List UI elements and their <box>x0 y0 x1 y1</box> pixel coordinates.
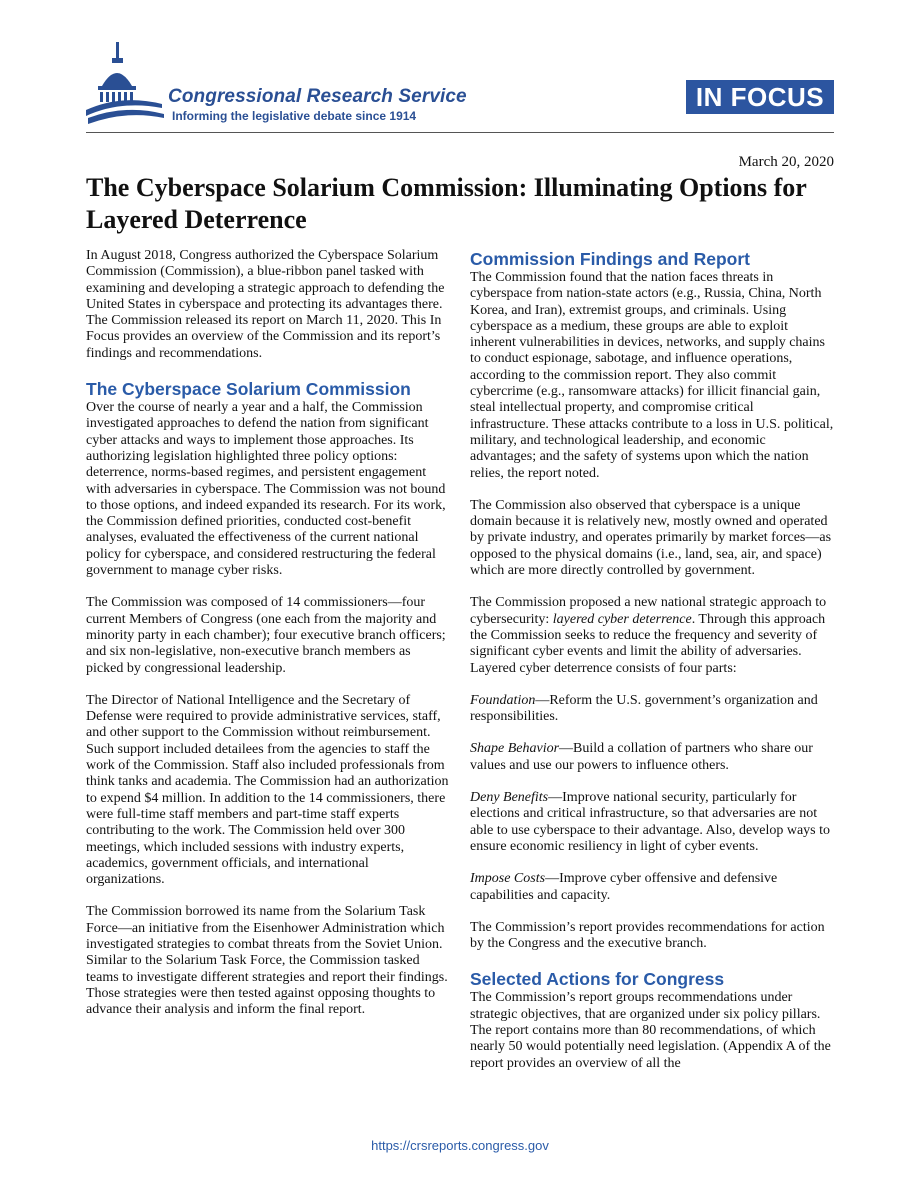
text-run: . Through this approach the Commission seeks to reduce the frequency and severity of significant cyber events and limit the ability of adversaries. Layered cyber deterrence consists of four parts: <box>470 611 826 676</box>
part-term: Foundation <box>470 692 536 708</box>
body-paragraph <box>470 595 834 676</box>
body-paragraph: Over the course of nearly a year and a half, the Commission investigated approaches to defend the nation from significant cyber attacks and ways to implement those approaches. Its authorizing legislation highlighted three policy options: deterrence, norms-based regimes, and persistent engagement with adversaries in cyberspace. The Commission was not bound to those options, and indeed expanded its research. For its work, the Commission defined priorities, conducted cost-benefit analyses, evaluated the effectiveness of the current national policy for cyberspace, and considered restructuring the federal government to manage cyber risks. <box>86 400 446 579</box>
part-text: —Reform the U.S. government’s organization and responsibilities. <box>470 692 818 725</box>
part-text: —Improve cyber offensive and defensive capabilities and capacity. <box>470 871 778 903</box>
org-name: Congressional Research Service <box>168 86 467 107</box>
left-column <box>86 248 450 1018</box>
body-paragraph: The Commission was composed of 14 commissioners—four current Members of Congress (one each from the majority and minority party in each chamber); four executive branch officers; and six non-legislative, non-executive branch members as picked by congressional leadership. <box>86 595 446 676</box>
emphasis-term: layered cyber deterrence <box>552 611 692 627</box>
deterrence-part <box>470 693 834 726</box>
deterrence-part <box>470 741 834 774</box>
report-date: March 20, 2020 <box>738 154 834 170</box>
right-column <box>470 248 834 1072</box>
section-heading-commission: The Cyberspace Solarium Commission <box>86 379 411 400</box>
section-heading-actions: Selected Actions for Congress <box>470 969 725 990</box>
report-title: The Cyberspace Solarium Commission: Illuminating Options for Layered Deterrence <box>86 173 807 234</box>
report-header <box>86 38 834 134</box>
part-term: Deny Benefits <box>470 790 549 806</box>
footer-url[interactable]: https://crsreports.congress.gov <box>371 1138 549 1153</box>
body-paragraph: The Commission found that the nation faces threats in cyberspace from nation-state actors (e.g., Russia, China, North Korea, and Iran), extremist groups, and criminals. Using cyberspace as a medium, these groups are able to exploit inherent vulnerabilities in devices, networks, and supply chains to conduct espionage, sabotage, and influence operations, according to the commission report. They also commit cybercrime (e.g., ransomware attacks) for illicit financial gain, steal intellectual property, and compromise critical infrastructure. These attacks contribute to a loss in U.S. political, military, and technological leadership, and economic advantages; and the safety of systems upon which the nation relies, the report noted. <box>470 270 834 481</box>
body-paragraph: The Commission’s report groups recommendations under strategic objectives, that are organized under six policy pillars. The report contains more than 80 recommendations, of which nearly 50 would potentially need legislation. (Appendix A of the report provides an overview of all the <box>470 990 831 1071</box>
deterrence-part <box>470 871 834 904</box>
body-paragraph: The Commission borrowed its name from the Solarium Task Force—an initiative from the Eisenhower Administration which investigated strategies to combat threats from the Soviet Union. Similar to the Solarium Task Force, the Commission tasked teams to investigate different strategies and report their findings. Those strategies were then tested against opposing thoughts to advance their analysis and inform the final report. <box>86 904 448 1018</box>
capitol-dome-icon <box>86 38 166 130</box>
text-run: The Commission proposed a new national strategic approach to cybersecurity: <box>470 595 827 627</box>
org-tagline: Informing the legislative debate since 1914 <box>172 109 417 123</box>
deterrence-part <box>470 790 834 855</box>
part-text: —Build a collation of partners who share our values and use our powers to influence others. <box>470 741 813 773</box>
part-term: Impose Costs <box>470 871 546 887</box>
part-term: Shape Behavior <box>470 741 560 757</box>
part-text: —Improve national security, particularly for elections and critical infrastructure, so that adversaries are not able to use cyberspace to their advantage. Also, develop ways to ensure economic resiliency in light of cyber events. <box>470 790 830 854</box>
section-heading-findings: Commission Findings and Report <box>470 249 751 269</box>
header-divider <box>86 132 834 133</box>
body-paragraph: The Commission’s report provides recommendations for action by the Congress and the executive branch. <box>470 919 825 952</box>
body-paragraph: The Director of National Intelligence and the Secretary of Defense were required to provide administrative services, staff, and other support to the Commission without reimbursement. Such support included detailees from the agencies to staff the work of the Commission. Staff also included professionals from think tanks and academia. The Commission had an authorization to expend $4 million. In addition to the 14 commissioners, there were full-time staff members and part-time staff experts contributing to the work. The Commission held over 300 meetings, which included sessions with industry experts, academics, government officials, and international organizations. <box>86 692 449 888</box>
intro-paragraph: In August 2018, Congress authorized the Cyberspace Solarium Commission (Commission), a blue-ribbon panel tasked with examining and developing a strategic approach to defending the United States in cyberspace and protecting its advantages there. The Commission released its report on March 11, 2020. This In Focus provides an overview of the Commission and its report’s findings and recommendations. <box>86 248 445 361</box>
in-focus-badge: IN FOCUS <box>686 80 834 114</box>
body-paragraph: The Commission also observed that cyberspace is a unique domain because it is relatively new, mostly owned and operated by private industry, and operates primarily by market forces—as opposed to the physical domains (i.e., land, sea, air, and space) which are more directly controlled by government. <box>470 497 832 579</box>
